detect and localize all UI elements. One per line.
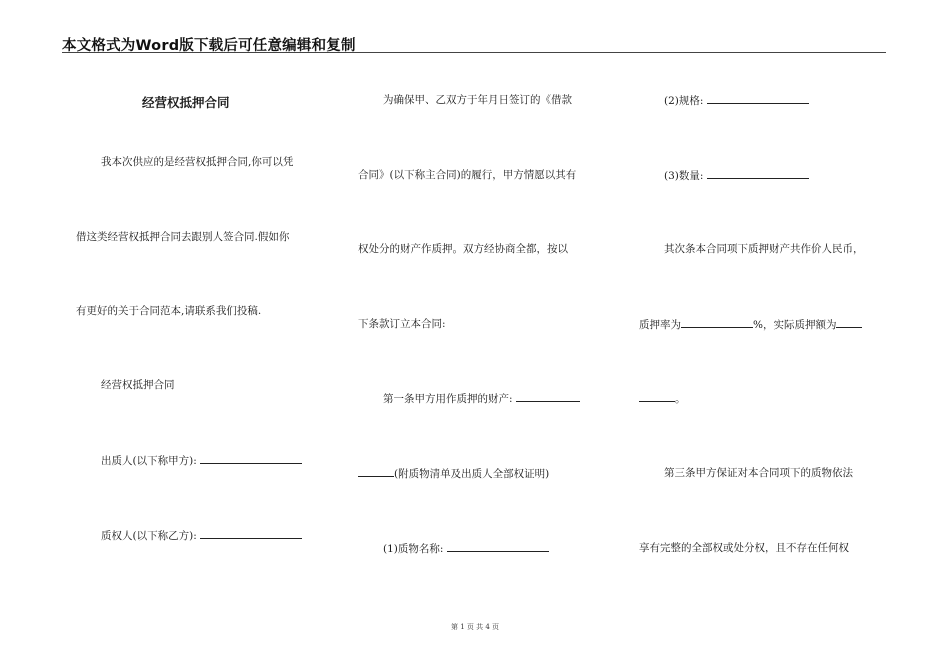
item-2-label: (2)规格: bbox=[664, 95, 704, 107]
end-mark: 。 bbox=[675, 393, 686, 405]
item-1-field bbox=[383, 541, 549, 556]
rate-blank bbox=[681, 317, 753, 328]
article-1-field bbox=[383, 391, 580, 406]
article-3-continuation: 享有完整的全部权或处分权，且不存在任何权 bbox=[639, 542, 849, 554]
rate-prefix: 质押率为 bbox=[639, 319, 681, 331]
document-header: 本文格式为Word版下载后可任意编辑和复制 bbox=[62, 38, 356, 54]
item-3-blank bbox=[707, 168, 809, 179]
middle-line-3: 权处分的财产作质押。双方经协商全都，按以 bbox=[358, 243, 568, 255]
pledgee-field bbox=[101, 528, 302, 543]
item-3-label: (3)数量: bbox=[664, 170, 704, 182]
contract-subtitle: 经营权抵押合同 bbox=[101, 379, 175, 391]
article-1-cont-blank bbox=[358, 466, 394, 477]
article-1-cont-text: (附质物清单及出质人全部权证明) bbox=[394, 468, 550, 480]
middle-line-2: 合同》(以下称主合同)的履行，甲方情愿以其有 bbox=[358, 169, 577, 181]
item-3-field bbox=[664, 168, 809, 183]
middle-line-1: 为确保甲、乙双方于年月日签订的《借款 bbox=[383, 94, 572, 106]
pledgor-label: 出质人(以下称甲方): bbox=[101, 455, 197, 467]
article-1-continuation bbox=[358, 466, 549, 481]
header-divider bbox=[62, 52, 886, 53]
article-1-label: 第一条甲方用作质押的财产: bbox=[383, 393, 513, 405]
intro-line-2: 借这类经营权抵押合同去跟别人签合同.假如你 bbox=[76, 231, 290, 243]
page-number: 第 1 页 共 4 页 bbox=[450, 623, 500, 631]
pledge-rate-line bbox=[639, 317, 862, 332]
document-title: 经营权抵押合同 bbox=[142, 95, 230, 110]
amount-continuation bbox=[639, 391, 686, 406]
amount-blank bbox=[836, 317, 862, 328]
item-1-blank bbox=[447, 541, 549, 552]
article-2-line: 其次条本合同项下质押财产共作价人民币， bbox=[664, 243, 864, 255]
item-2-blank bbox=[707, 93, 809, 104]
item-2-field bbox=[664, 93, 809, 108]
pledgee-blank bbox=[200, 528, 302, 539]
article-3-line: 第三条甲方保证对本合同项下的质物依法 bbox=[664, 467, 853, 479]
article-1-blank bbox=[516, 391, 580, 402]
intro-line-3: 有更好的关于合同范本,请联系我们投稿. bbox=[76, 305, 262, 317]
pledgor-field bbox=[101, 453, 302, 468]
item-1-label: (1)质物名称: bbox=[383, 543, 444, 555]
amount-cont-blank bbox=[639, 391, 675, 402]
rate-suffix: %，实际质押额为 bbox=[753, 319, 837, 331]
middle-line-4: 下条款订立本合同: bbox=[358, 318, 446, 330]
intro-line-1: 我本次供应的是经营权抵押合同,你可以凭 bbox=[101, 156, 294, 168]
pledgor-blank bbox=[200, 453, 302, 464]
pledgee-label: 质权人(以下称乙方): bbox=[101, 530, 197, 542]
